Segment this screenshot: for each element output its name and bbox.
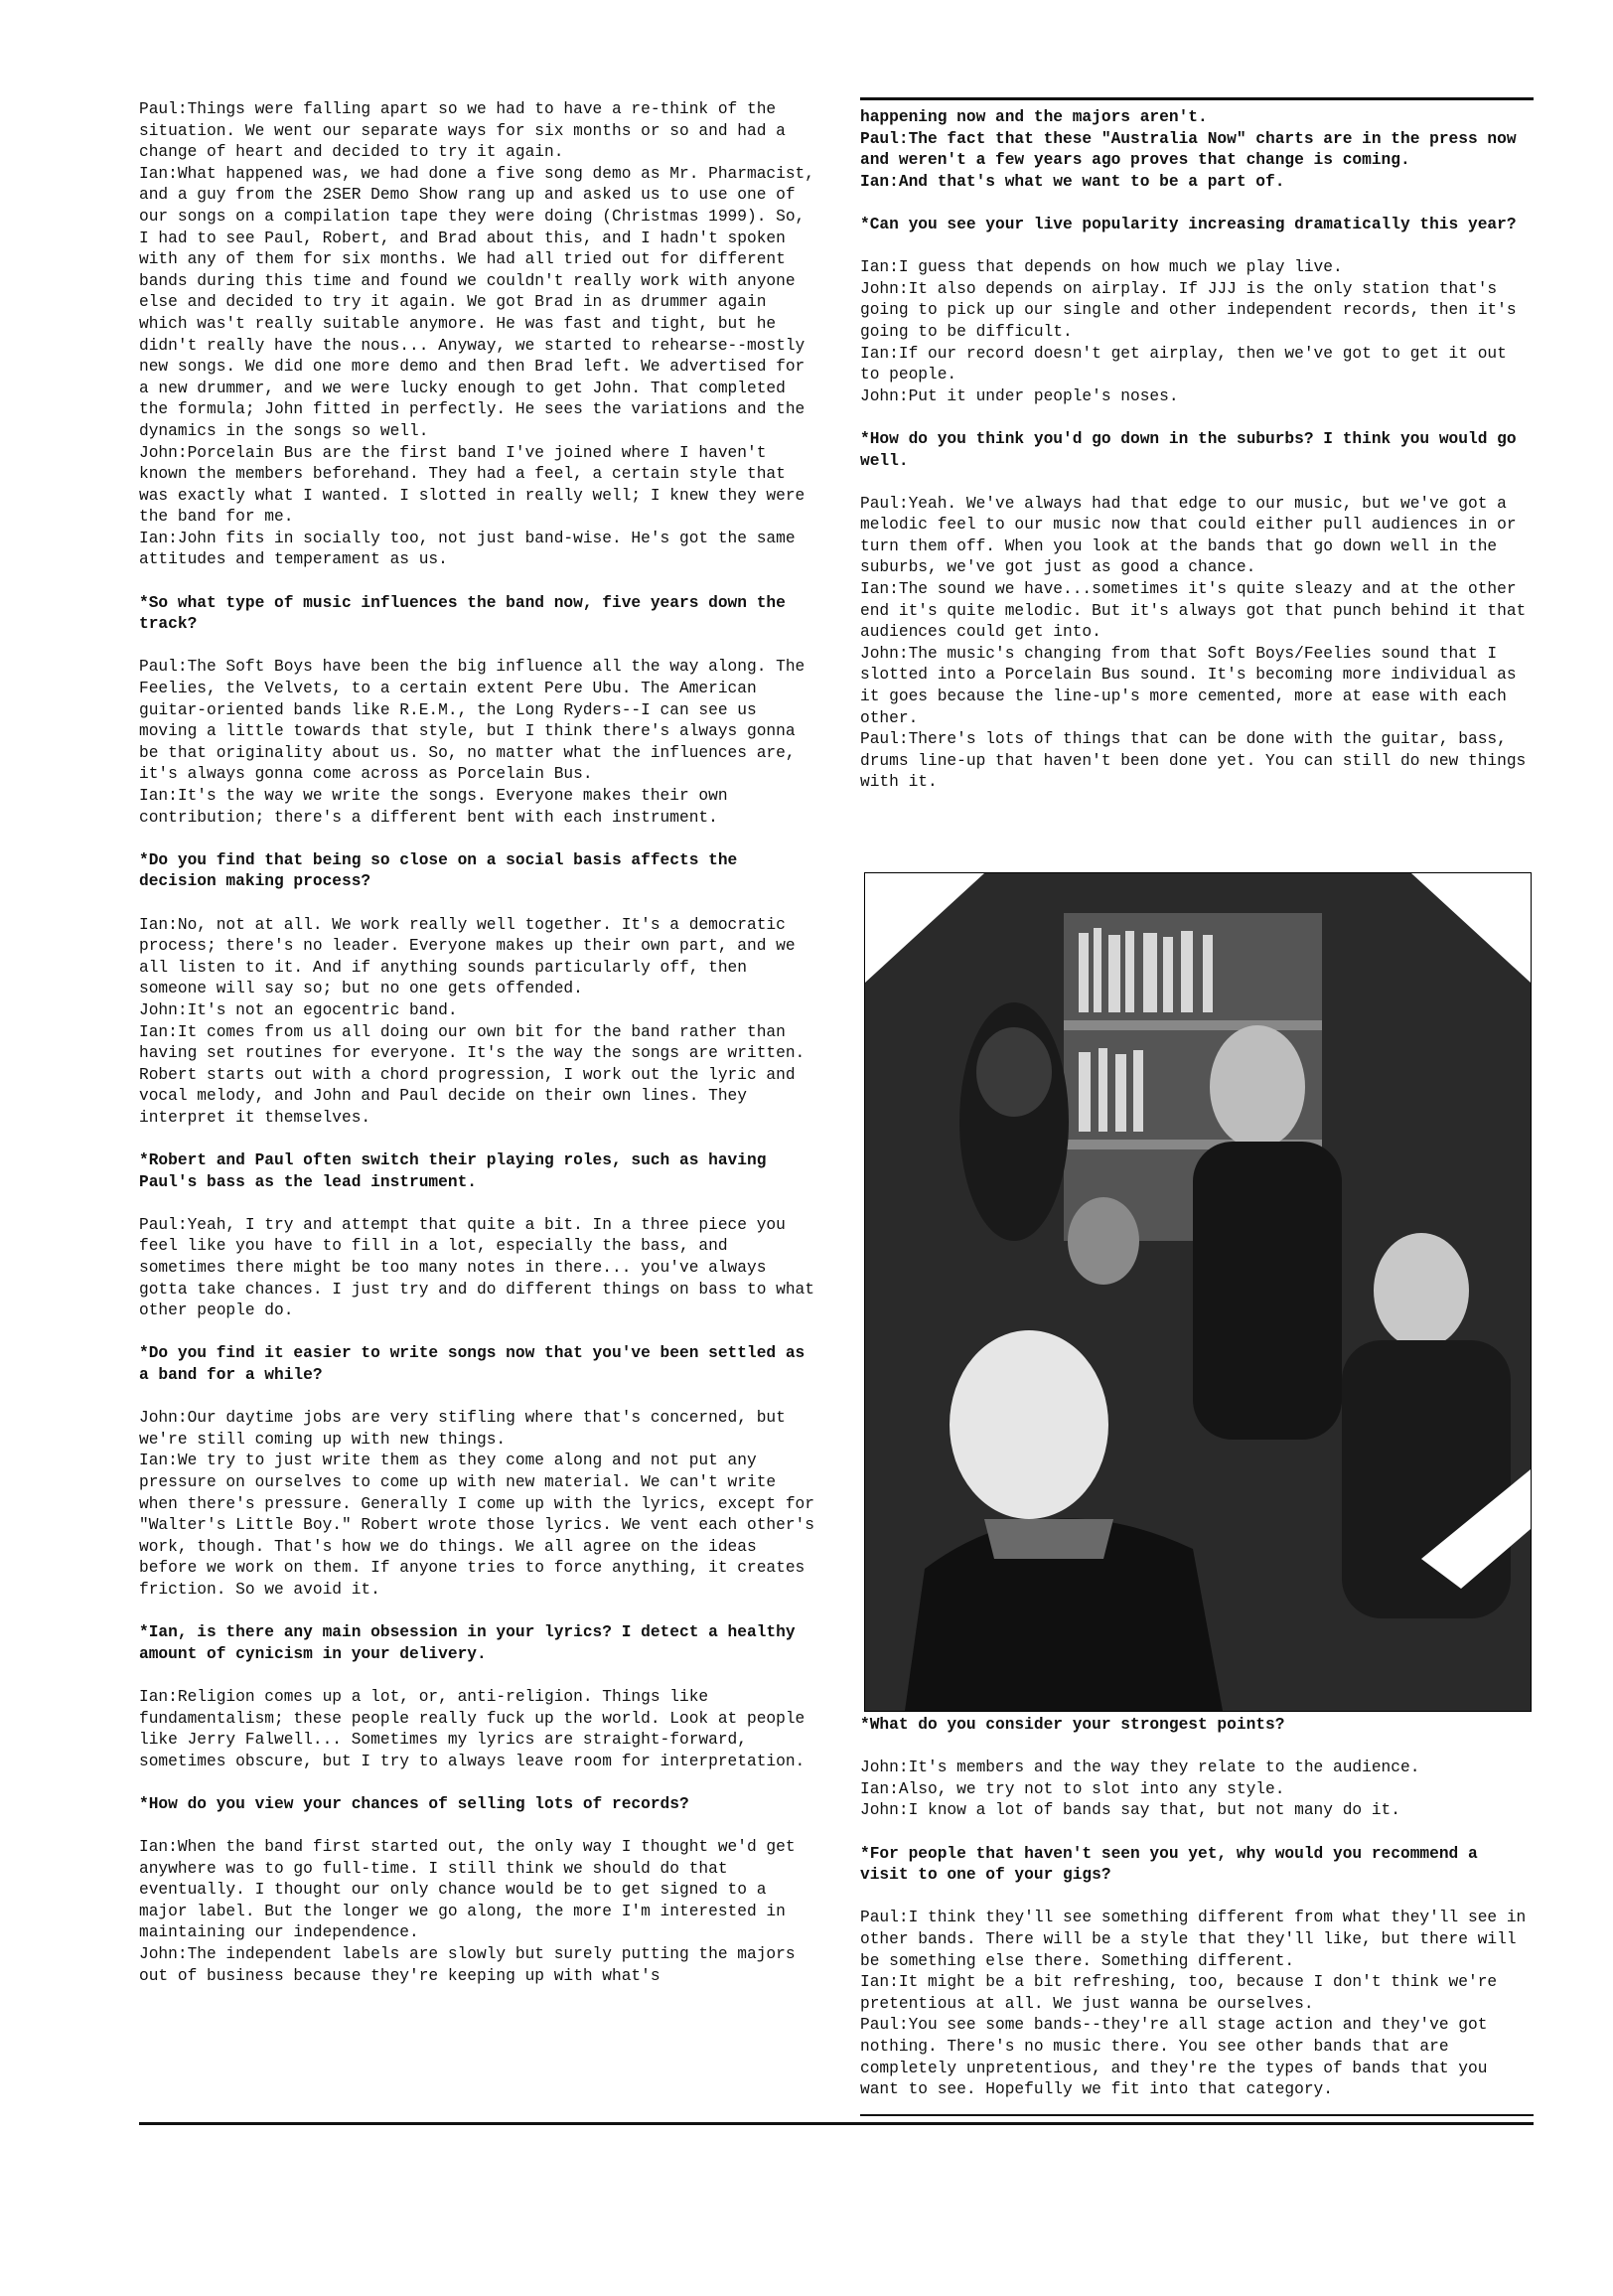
right-column bbox=[860, 107, 1532, 794]
interview-question: *Robert and Paul often switch their playing roles, such as having Paul's bass as the lead instrument. bbox=[139, 1151, 767, 1191]
interview-answer: John:I know a lot of bands say that, but not many do it. bbox=[860, 1801, 1400, 1820]
interview-answer: Paul:Yeah. We've always had that edge to our music, but we've got a melodic feel to our music now that could either pull audiences in or turn them off. When you look at the bands that go down well in the suburbs, we've got just as good a chance. bbox=[860, 494, 1517, 577]
interview-question: Paul:The fact that these "Australia Now" charts are in the press now and weren't a few years ago proves that change is coming. bbox=[860, 129, 1517, 170]
interview-question: *Can you see your live popularity increasing dramatically this year? bbox=[860, 215, 1517, 233]
interview-answer: John:It's not an egocentric band. bbox=[139, 1000, 458, 1019]
interview-answer: Ian:We try to just write them as they come along and not put any pressure on ourselves to come up with new material. We can't write when there's pressure. Generally I come up with the lyrics, except for "Walter's Little Boy." Robert wrote those lyrics. We vent each other's work, though. That's how we do things. We all agree on the ideas before we work on them. If anyone tries to force anything, it creates friction. So we avoid it. bbox=[139, 1452, 814, 1599]
interview-question: happening now and the majors aren't. bbox=[860, 108, 1208, 126]
interview-answer: Ian:If our record doesn't get airplay, then we've got to get it out to people. bbox=[860, 344, 1507, 384]
after-photo-column bbox=[860, 1715, 1532, 2101]
interview-answer: Paul:I think they'll see something different from what they'll see in other bands. There will be a style that they'll like, but there will be something else there. Something different. bbox=[860, 1909, 1527, 1970]
interview-answer: Ian:The sound we have...sometimes it's quite sleazy and at the other end it's quite melodic. But it's always got that punch behind it that audiences could get into. bbox=[860, 580, 1527, 642]
interview-answer: Ian:It's the way we write the songs. Everyone makes their own contribution; there's a different bent with each instrument. bbox=[139, 787, 728, 827]
band-photo bbox=[864, 872, 1532, 1712]
interview-answer: John:The independent labels are slowly but surely putting the majors out of business because they're keeping up with what's bbox=[139, 1945, 796, 1985]
interview-answer: Ian:It comes from us all doing our own bit for the band rather than having set routines for everyone. It's the way the songs are written. Robert starts out with a chord progression, I work out the lyric and vocal melody, and John and Paul decide on their own lines. They interpret it themselves. bbox=[139, 1022, 806, 1127]
interview-answer: Ian:Religion comes up a lot, or, anti-religion. Things like fundamentalism; these people really fuck up the world. Look at people like Jerry Falwell... Sometimes my lyrics are straight-forward, sometimes obscure, but I try to always leave room for interpretation. bbox=[139, 1687, 806, 1770]
interview-answer: John:Porcelain Bus are the first band I've joined where I haven't known the members beforehand. They had a feel, a certain style that was exactly what I wanted. I slotted in really well; I knew they were the band for me. bbox=[139, 443, 806, 527]
interview-answer: John:It also depends on airplay. If JJJ is the only station that's going to pick up our single and other independent records, then it's going to be difficult. bbox=[860, 279, 1517, 341]
interview-answer: Ian:When the band first started out, the only way I thought we'd get anywhere was to go full-time. I still think we should do that eventually. I thought our only chance would be to get signed to a major label. But the longer we go along, the more I'm interested in maintaining our independence. bbox=[139, 1838, 796, 1942]
interview-answer: John:Our daytime jobs are very stifling where that's concerned, but we're still coming up with new things. bbox=[139, 1409, 786, 1449]
top-rule-right bbox=[860, 97, 1534, 100]
interview-question: *So what type of music influences the band now, five years down the track? bbox=[139, 593, 786, 634]
interview-question: Ian:And that's what we want to be a part of. bbox=[860, 172, 1285, 191]
interview-answer: Ian:I guess that depends on how much we play live. bbox=[860, 258, 1343, 277]
interview-answer: John:The music's changing from that Soft Boys/Feelies sound that I slotted into a Porcelain Bus sound. It's becoming more individual as it goes because the line-up's more cemented, more at ease with each other. bbox=[860, 644, 1517, 727]
interview-answer: Paul:The Soft Boys have been the big influence all the way along. The Feelies, the Velvets, to a certain extent Pere Ubu. The American guitar-oriented bands like R.E.M., the Long Ryders--I can see us moving a little towards that style, but I think there's always gonna be that originality about us. So, no matter what the influences are, it's always gonna come across as Porcelain Bus. bbox=[139, 658, 806, 784]
bottom-rule bbox=[139, 2122, 1534, 2125]
interview-question: *How do you view your chances of selling lots of records? bbox=[139, 1794, 689, 1813]
interview-question: *How do you think you'd go down in the suburbs? I think you would go well. bbox=[860, 429, 1517, 470]
interview-answer: John:Put it under people's noses. bbox=[860, 386, 1179, 405]
bottom-rule-right bbox=[860, 2114, 1534, 2116]
interview-question: *For people that haven't seen you yet, why would you recommend a visit to one of your gigs? bbox=[860, 1844, 1478, 1885]
interview-question: *Ian, is there any main obsession in your lyrics? I detect a healthy amount of cynicism in your delivery. bbox=[139, 1623, 796, 1663]
interview-answer: Ian:No, not at all. We work really well together. It's a democratic process; there's no leader. Everyone makes up their own part, and we all listen to it. And if anything sounds particularly off, then someone will say so; but no one gets offended. bbox=[139, 915, 796, 998]
interview-answer: Paul:Yeah, I try and attempt that quite a bit. In a three piece you feel like you have to fill in a lot, especially the bass, and sometimes there might be too many notes in there... you've always gotta take chances. I just try and do different things on bass to what other people do. bbox=[139, 1215, 814, 1320]
interview-question: *Do you find that being so close on a social basis affects the decision making process? bbox=[139, 850, 738, 891]
interview-answer: Ian:Also, we try not to slot into any style. bbox=[860, 1779, 1285, 1798]
interview-question: *Do you find it easier to write songs now that you've been settled as a band for a while? bbox=[139, 1344, 806, 1385]
interview-answer: Paul:Things were falling apart so we had to have a re-think of the situation. We went our separate ways for six months or so and had a change of heart and decided to try it again. bbox=[139, 100, 786, 162]
interview-answer: Ian:What happened was, we had done a five song demo as Mr. Pharmacist, and a guy from the 2SER Demo Show rang up and asked us to use one of our songs on a compilation tape they were doing (Christmas 1999). So, I had to see Paul, Robert, and Brad about this, and I hadn't spoken with any of them for six months. We had all tried out for different bands during this time and found we couldn't really work with anyone else and decided to try it again. We got Brad in as drummer again which was't really suitable anymore. He was fast and tight, but he didn't really have the nous... Anyway, we started to rehearse--mostly new songs. We did one more demo and then Brad left. We advertised for a new drummer, and we were lucky enough to get John. That completed the formula; John fitted in perfectly. He sees the variations and the dynamics in the songs so well. bbox=[139, 164, 814, 440]
band-photo-image bbox=[865, 873, 1531, 1711]
interview-answer: Ian:John fits in socially too, not just band-wise. He's got the same attitudes and temperament as us. bbox=[139, 529, 796, 569]
left-column bbox=[139, 99, 814, 1987]
interview-answer: Paul:There's lots of things that can be done with the guitar, bass, drums line-up that haven't been done yet. You can still do new things with it. bbox=[860, 730, 1527, 792]
interview-answer: Ian:It might be a bit refreshing, too, because I don't think we're pretentious at all. We just wanna be ourselves. bbox=[860, 1973, 1498, 2013]
interview-answer: John:It's members and the way they relate to the audience. bbox=[860, 1759, 1420, 1777]
interview-answer: Paul:You see some bands--they're all stage action and they've got nothing. There's no music there. You see other bands that are completely unpretentious, and they're the types of bands that you want to see. Hopefully we fit into that category. bbox=[860, 2016, 1488, 2099]
interview-question: *What do you consider your strongest points? bbox=[860, 1716, 1285, 1734]
